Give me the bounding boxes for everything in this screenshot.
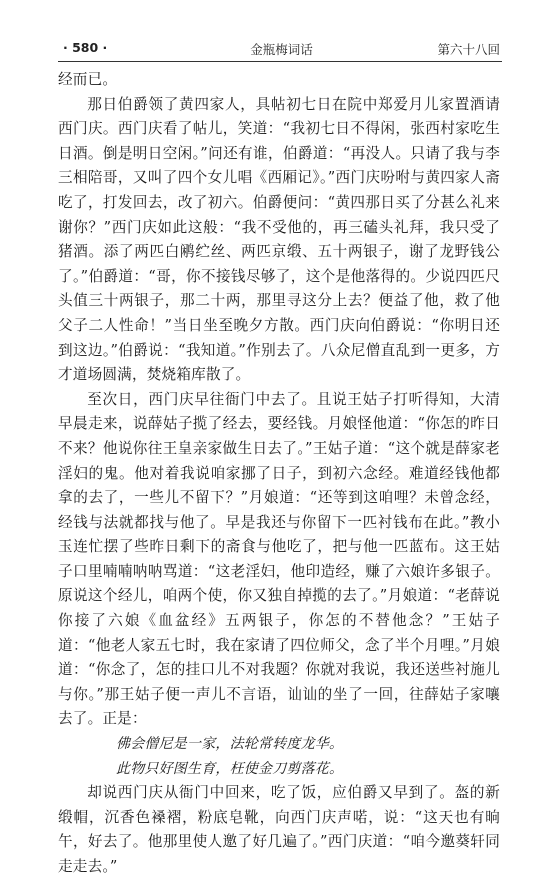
chapter-label: 第六十八回 <box>437 42 500 57</box>
paragraph: 却说西门庆从衙门中回来，吃了饭，应伯爵又早到了。盔的新缎帽，沉香色褬褶，粉底皂靴，向西门庆声喏，说：“这天也有晌午，好去了。他那里使人邀了好几遍了。”西门庆道：“咱今邀葵轩同走走去。” <box>58 784 500 875</box>
body-text <box>58 68 500 880</box>
running-head <box>63 38 500 58</box>
book-title: 金瓶梅词话 <box>250 42 313 57</box>
paragraph: 经而已。 <box>58 71 118 88</box>
page-number: · 580 · <box>63 40 108 55</box>
paragraph: 至次日，西门庆早往衙门中去了。且说王姑子打听得知，大清早晨走来，说薛姑子揽了经去，要经钱。月娘怪他道：“你怎的昨日不来？他说你往王皇亲家做生日去了。”王姑子道：“这个就是薛家老淫妇的鬼。他对着我说咱家挪了日子，到初六念经。难道经钱他都拿的去了，一些儿不留下？”月娘道：“还等到这咱哩？未曾念经，经钱与法就都找与他了。早是我还与你留下一匹衬钱布在此。”教小玉连忙摆了些昨日剩下的斋食与他吃了，把与他一匹蓝布。这王姑子口里喃喃呐呐骂道：“这老淫妇，他印造经，赚了六娘许多银子。原说这个经儿，咱两个使，你又独自掉揽的去了。”月娘道：“老薛说你接了六娘《血盆经》五两银子，你怎的不替他念？”王姑子道：“他老人家五七时，我在家请了四位师父，念了半个月哩。”月娘道：“你念了，怎的挂口儿不对我题？你就对我说，我还送些衬施儿与你。”那王姑子便一声儿不言语，讪讪的坐了一回，往薛姑子家嚷去了。正是： <box>58 390 500 728</box>
paragraph: 那日伯爵领了黄四家人，具帖初七日在院中郑爱月儿家置酒请西门庆。西门庆看了帖儿，笑道：“我初七日不得闲，张西村家吃生日酒。倒是明日空闲。”问还有谁，伯爵道：“再没人。只请了我与李三相陪哥，又叫了四个女儿唱《西厢记》。”西门庆吩咐与黄四家人斋吃了，打发回去，改了初六。伯爵便问：“黄四那日买了分甚么礼来谢你？”西门庆如此这般：“我不受他的，再三磕头礼拜，我只受了猪酒。添了两匹白鹇纻丝、两匹京缎、五十两银子，谢了龙野钱公了。”伯爵道：“哥，你不接钱尽够了，这个是他落得的。少说四匹尺头值三十两银子，那二十两，那里寻这分上去？便益了他，救了他父子二人性命！”当日坐至晚夕方散。西门庆向伯爵说：“你明日还到这边。”伯爵说：“我知道。”作别去了。八众尼僧直乱到一更多，方才道场圆满，焚烧箱库散了。 <box>58 95 500 384</box>
header-rule <box>58 61 502 62</box>
verse-line: 此物只好图生育，枉使金刀剪落花。 <box>116 760 344 777</box>
verse-line: 佛会僧尼是一家，法轮常转度龙华。 <box>116 736 344 753</box>
